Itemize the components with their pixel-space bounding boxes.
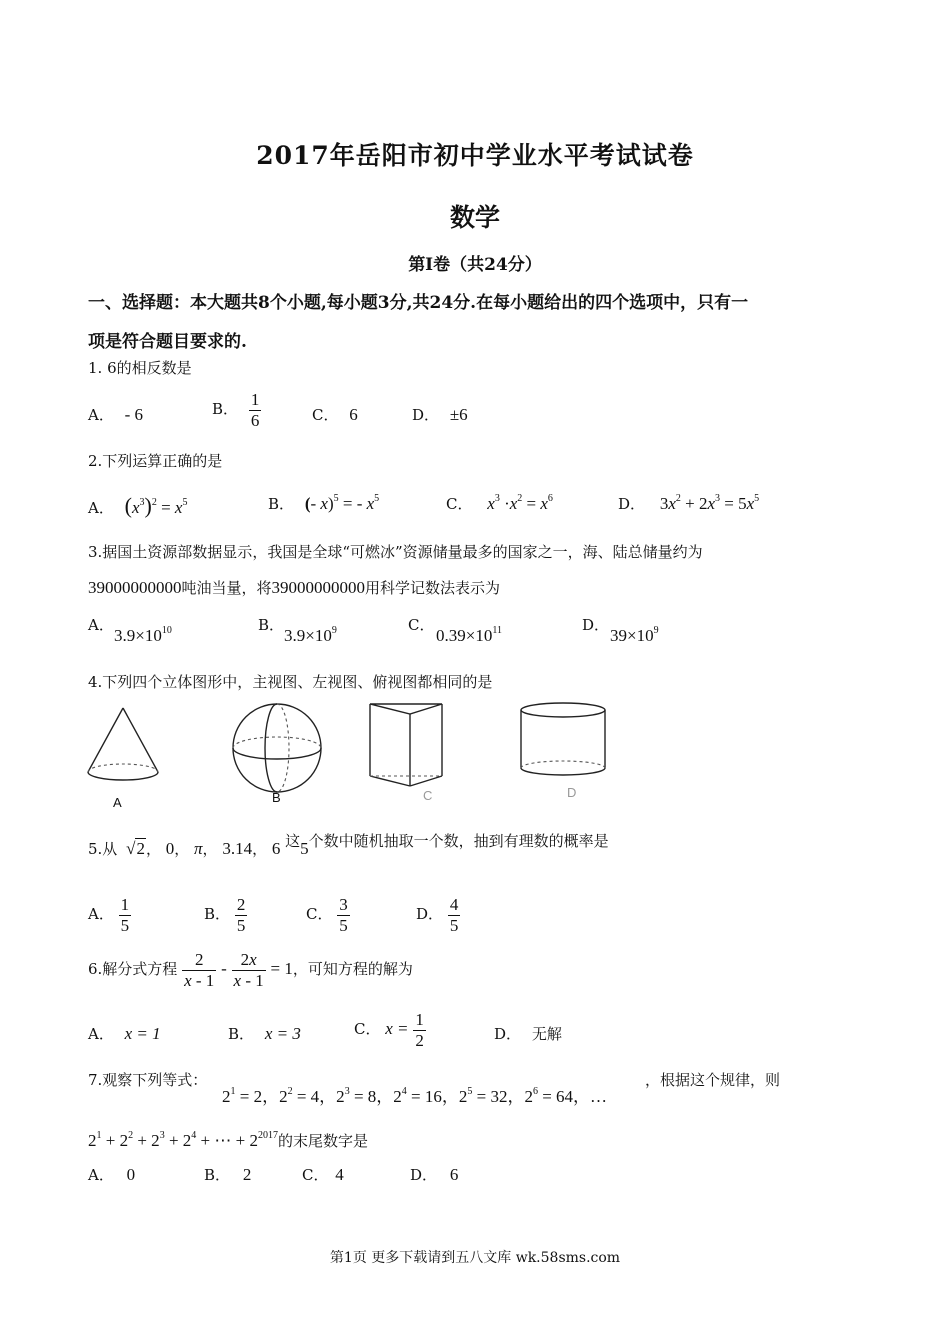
fraction-numerator: 1 bbox=[120, 895, 130, 914]
fraction-numerator: 3 bbox=[339, 895, 348, 914]
q3-option-b-value bbox=[284, 626, 337, 646]
option-letter: D． bbox=[416, 905, 444, 924]
q5-stem-pre: 5.从 bbox=[88, 840, 118, 858]
fraction-denominator: 5 bbox=[449, 915, 459, 935]
q3-stem-line1: 3.据国土资源部数据显示，我国是全球“可燃冰”资源储量最多的国家之一，海、陆总储量约为 bbox=[88, 543, 703, 561]
q3-option-d bbox=[582, 614, 609, 635]
option-value: 6 bbox=[449, 1165, 459, 1184]
fraction bbox=[337, 895, 350, 935]
q5-stem-zhe: 这 bbox=[285, 832, 301, 850]
option-value: x = 3 bbox=[264, 1024, 301, 1043]
q6-stem-post: ，可知方程的解为 bbox=[292, 960, 413, 979]
q2-option-d bbox=[618, 493, 759, 514]
q7-option-d bbox=[410, 1164, 458, 1185]
option-value: - 6 bbox=[124, 405, 144, 424]
fraction bbox=[413, 1010, 426, 1050]
option-letter: C． bbox=[446, 495, 473, 513]
exponent: 11 bbox=[492, 625, 502, 636]
q7-option-c bbox=[302, 1164, 344, 1185]
option-value: 4 bbox=[335, 1165, 344, 1184]
option-letter: D． bbox=[412, 406, 440, 424]
option-letter: A． bbox=[88, 1025, 114, 1043]
fraction-numerator: 1 bbox=[415, 1010, 424, 1029]
mantissa: 0.39×10 bbox=[436, 626, 493, 645]
option-letter: A． bbox=[88, 905, 114, 924]
option-letter: B． bbox=[204, 905, 231, 924]
q3-stem-line2 bbox=[88, 577, 500, 598]
q2-option-c bbox=[446, 493, 553, 514]
option-prefix: x = bbox=[385, 1019, 409, 1039]
q3-stem-end: 用科学记数法表示为 bbox=[365, 579, 501, 597]
prism-figure bbox=[370, 704, 442, 786]
q6-option-a bbox=[88, 1023, 161, 1044]
option-letter: A． bbox=[88, 1166, 114, 1184]
q3-stem-mid: 吨油当量，将 bbox=[181, 579, 272, 597]
q5-stem: 5.从 √2， 0， π， 3.14， 6 这5个数中随机抽取一个数，抽到有理数的概率是 bbox=[88, 832, 609, 858]
option-expression: $x^3 \cdot x^2 = x^6$ bbox=[487, 493, 553, 513]
q1-option-a bbox=[88, 404, 143, 425]
q4-solid-figures bbox=[80, 700, 640, 812]
sqrt-radicand: 2 bbox=[136, 839, 145, 858]
sphere-figure bbox=[233, 704, 321, 792]
equation-fraction-2: $\frac{2x}{x - 1}$ bbox=[233, 950, 264, 990]
fraction-numerator: 4 bbox=[449, 895, 459, 914]
q7-stem-line2 bbox=[88, 1130, 368, 1151]
option-letter: C． bbox=[312, 406, 339, 424]
q7-sum-expression: $2^1 + 2^2 + 2^3 + 2^4$ + ⋯ + $2^{2017}$ bbox=[88, 1130, 278, 1150]
figure-label-d: D bbox=[567, 785, 577, 800]
mantissa: 3.9×10 bbox=[284, 626, 332, 645]
q5-option-c bbox=[306, 895, 350, 935]
sqrt-item: √2 bbox=[126, 839, 145, 858]
q3-option-b bbox=[258, 614, 284, 635]
exam-title: 2017年岳阳市初中学业水平考试试卷 bbox=[256, 141, 694, 170]
subject-title: 数学 bbox=[449, 203, 500, 232]
exponent: 9 bbox=[653, 625, 659, 636]
q6-option-b bbox=[228, 1023, 301, 1044]
fraction-numerator: 1 bbox=[250, 390, 260, 409]
q7-option-b bbox=[204, 1164, 251, 1185]
fraction-numerator: 2 bbox=[236, 895, 246, 914]
option-letter: C． bbox=[354, 1020, 381, 1039]
q1-option-d bbox=[412, 404, 468, 425]
option-value: 无解 bbox=[531, 1025, 562, 1043]
fraction-denominator: 2 bbox=[415, 1030, 424, 1050]
option-letter: D． bbox=[618, 495, 646, 513]
fraction-denominator: 5 bbox=[339, 915, 348, 935]
option-letter: D． bbox=[582, 616, 610, 634]
fraction bbox=[235, 895, 248, 935]
q5-option-a bbox=[88, 895, 131, 935]
q7-option-a bbox=[88, 1164, 135, 1185]
option-letter: C． bbox=[408, 616, 435, 634]
exponent: 10 bbox=[161, 625, 172, 636]
fraction bbox=[448, 895, 461, 935]
q5-option-d bbox=[416, 895, 460, 935]
q5-stem-post: 个数中随机抽取一个数，抽到有理数的概率是 bbox=[308, 832, 609, 850]
q6-option-c bbox=[354, 1010, 426, 1050]
q3-number-repeat: 39000000000 bbox=[271, 578, 366, 597]
q3-option-c bbox=[408, 614, 434, 635]
part-heading: 第Ⅰ卷（共24分） bbox=[408, 255, 542, 275]
cylinder-figure bbox=[521, 703, 605, 775]
option-letter: D． bbox=[494, 1025, 522, 1043]
option-value: x = 1 bbox=[124, 1024, 161, 1043]
option-letter: B． bbox=[258, 616, 285, 634]
fraction-denominator: 5 bbox=[236, 915, 246, 935]
q2-option-a bbox=[88, 493, 187, 519]
page-footer: 第1页 更多下载请到五八文库 wk.58sms.com bbox=[329, 1250, 621, 1266]
cone-figure bbox=[88, 708, 158, 780]
option-expression: $(x^3)^2 = x^5$ bbox=[124, 493, 188, 518]
q4-stem: 4.下列四个立体图形中，主视图、左视图、俯视图都相同的是 bbox=[88, 673, 493, 691]
option-letter: B． bbox=[204, 1166, 231, 1184]
figure-label-a: A bbox=[113, 795, 122, 810]
figure-label-c: C bbox=[423, 788, 433, 803]
q7-stem-pre: 7.观察下列等式： bbox=[88, 1071, 208, 1089]
q1-stem: 1. 6的相反数是 bbox=[88, 359, 192, 377]
option-value: 2 bbox=[242, 1165, 252, 1184]
option-expression: $3x^2 + 2x^3 = 5x^5$ bbox=[659, 493, 760, 513]
option-letter: A． bbox=[88, 406, 114, 424]
option-letter: B． bbox=[268, 495, 295, 513]
q6-option-d bbox=[494, 1023, 562, 1044]
q6-stem-pre: 6.解分式方程 bbox=[88, 960, 178, 979]
option-letter: A． bbox=[88, 616, 114, 634]
q5-count: 5 bbox=[300, 839, 309, 858]
option-letter: C． bbox=[306, 905, 333, 924]
q3-option-c-value bbox=[436, 626, 502, 646]
exponent: 9 bbox=[331, 625, 337, 636]
fraction-denominator: 5 bbox=[120, 915, 130, 935]
section-instruction-line2: 项是符合题目要求的. bbox=[88, 332, 247, 352]
q2-option-b bbox=[268, 493, 379, 514]
fraction bbox=[249, 390, 262, 430]
option-letter: B． bbox=[212, 400, 239, 419]
item-pi: π bbox=[194, 839, 203, 858]
option-value: 0 bbox=[126, 1165, 136, 1184]
item-zero: 0 bbox=[165, 839, 175, 858]
q3-number: 39000000000 bbox=[88, 578, 182, 597]
q3-option-a-value bbox=[114, 626, 172, 646]
q2-stem: 2.下列运算正确的是 bbox=[88, 452, 223, 470]
option-letter: B． bbox=[228, 1025, 255, 1043]
q1-option-c bbox=[312, 404, 358, 425]
option-value: 6 bbox=[349, 405, 358, 424]
q6-stem: 6.解分式方程 $\frac{2}{x - 1}$ - $\frac{2x}{x - 1}$ = 1，可知方程的解为 bbox=[88, 950, 413, 990]
equation-fraction-1: $\frac{2}{x - 1}$ bbox=[184, 950, 215, 990]
option-letter: A． bbox=[88, 499, 114, 517]
option-expression: (- x)$^5$ = - $x^5$ bbox=[304, 493, 380, 513]
item-six: 6 bbox=[271, 839, 281, 858]
mantissa: 39×10 bbox=[610, 626, 654, 645]
option-letter: C． bbox=[302, 1166, 329, 1184]
option-letter: D． bbox=[410, 1166, 438, 1184]
q7-equalities: $2^1 = 2$，$2^2 = 4$，$2^3 = 8$，$2^4 = 16$，$2^5 = 32$，$2^6 = 64$，… bbox=[222, 1086, 608, 1106]
mantissa: 3.9×10 bbox=[114, 626, 162, 645]
fraction-denominator: 6 bbox=[250, 410, 260, 430]
figure-label-b: B bbox=[272, 790, 281, 805]
fraction bbox=[119, 895, 132, 935]
q3-option-d-value bbox=[610, 626, 659, 646]
q3-option-a bbox=[88, 614, 114, 635]
q7-stem-post: ，根据这个规律，则 bbox=[645, 1071, 781, 1089]
item-314: 3.14 bbox=[222, 839, 253, 858]
q7-stem-line2-post: 的末尾数字是 bbox=[277, 1132, 368, 1150]
option-value: ±6 bbox=[449, 405, 468, 424]
section-instruction-line1: 一、选择题：本大题共8个小题,每小题3分,共24分.在每小题给出的四个选项中，只有一 bbox=[88, 293, 749, 313]
q5-option-b bbox=[204, 895, 247, 935]
q1-option-b bbox=[212, 390, 261, 430]
